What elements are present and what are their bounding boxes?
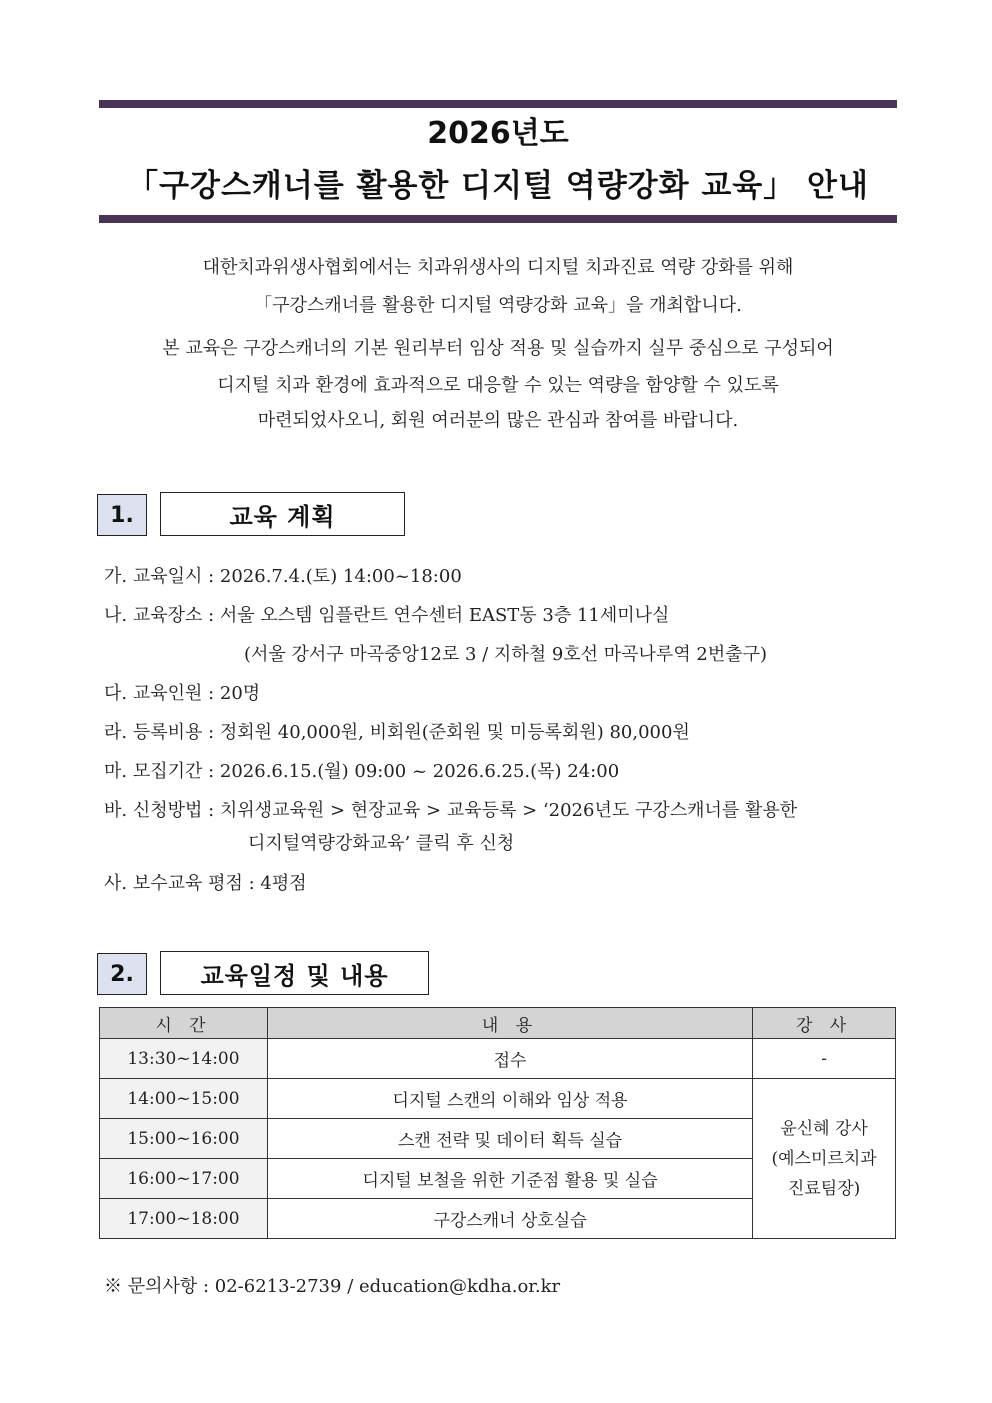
plan-item-label: 가. 교육일시 : bbox=[104, 566, 215, 587]
row-lecturer: - bbox=[753, 1039, 896, 1079]
plan-item-value: 2026.7.4.(토) 14:00~18:00 bbox=[219, 566, 462, 587]
intro-line-3: 본 교육은 구강스캐너의 기본 원리부터 임상 적용 및 실습까지 실무 중심으로 구성되어 bbox=[162, 338, 834, 359]
plan-item-label: 바. 신청방법 : bbox=[104, 800, 215, 821]
row-time: 13:30~14:00 bbox=[100, 1039, 268, 1079]
lecturer-position: 진료팀장) bbox=[787, 1178, 861, 1199]
plan-item-method-cont: 디지털역량강화교육’ 클릭 후 신청 bbox=[248, 833, 515, 854]
lecturer-affiliation: (예스미르치과 bbox=[771, 1148, 877, 1169]
lecturer-cell bbox=[753, 1079, 896, 1239]
plan-item-label: 라. 등록비용 : bbox=[104, 722, 215, 743]
row-time: 14:00~15:00 bbox=[100, 1079, 268, 1119]
plan-item-capacity bbox=[104, 679, 260, 705]
plan-item-venue-address: (서울 강서구 마곡중앙12로 3 / 지하철 9호선 마곡나루역 2번출구) bbox=[244, 644, 768, 665]
row-content: 디지털 보철을 위한 기준점 활용 및 실습 bbox=[267, 1159, 752, 1199]
table-header-row bbox=[100, 1008, 896, 1039]
header-content: 내 용 bbox=[267, 1008, 752, 1039]
plan-item-value: 4평점 bbox=[260, 873, 307, 894]
row-content: 디지털 스캔의 이해와 임상 적용 bbox=[267, 1079, 752, 1119]
plan-item-value: 서울 오스템 임플란트 연수센터 EAST동 3층 11세미나실 bbox=[219, 605, 670, 626]
row-time: 16:00~17:00 bbox=[100, 1159, 268, 1199]
row-time: 15:00~16:00 bbox=[100, 1119, 268, 1159]
header-time: 시 간 bbox=[100, 1008, 268, 1039]
plan-item-date bbox=[104, 562, 462, 588]
header-lecturer: 강 사 bbox=[753, 1008, 896, 1039]
table-row bbox=[100, 1079, 896, 1119]
table-row bbox=[100, 1039, 896, 1079]
row-time: 17:00~18:00 bbox=[100, 1199, 268, 1239]
plan-item-value: 정회원 40,000원, 비회원(준회원 및 미등록회원) 80,000원 bbox=[219, 722, 690, 743]
plan-item-value: 치위생교육원 > 현장교육 > 교육등록 > ‘2026년도 구강스캐너를 활용한 bbox=[219, 800, 798, 821]
contact-info: ※ 문의사항 : 02-6213-2739 / education@kdha.or.kr bbox=[104, 1276, 561, 1297]
schedule-table bbox=[99, 1007, 896, 1239]
row-content: 구강스캐너 상호실습 bbox=[267, 1199, 752, 1239]
plan-item-label: 다. 교육인원 : bbox=[104, 683, 215, 704]
plan-item-credit bbox=[104, 869, 307, 895]
intro-line-2: 「구강스캐너를 활용한 디지털 역량강화 교육」을 개최합니다. bbox=[254, 295, 742, 316]
section-1-number: 1. bbox=[97, 494, 147, 536]
section-2-title: 교육일정 및 내용 bbox=[160, 951, 429, 995]
intro-line-4: 디지털 치과 환경에 효과적으로 대응할 수 있는 역량을 함양할 수 있도록 bbox=[217, 375, 779, 396]
top-divider bbox=[99, 100, 897, 108]
plan-item-value: 2026.6.15.(월) 09:00 ~ 2026.6.25.(목) 24:00 bbox=[219, 761, 620, 782]
plan-item-value: 20명 bbox=[219, 683, 261, 704]
intro-line-5: 마련되었사오니, 회원 여러분의 많은 관심과 참여를 바랍니다. bbox=[257, 410, 739, 431]
row-content: 스캔 전략 및 데이터 획득 실습 bbox=[267, 1119, 752, 1159]
bottom-divider bbox=[99, 215, 897, 223]
plan-item-venue bbox=[104, 601, 669, 627]
section-2-number: 2. bbox=[97, 953, 147, 995]
intro-line-1: 대한치과위생사협회에서는 치과위생사의 디지털 치과진료 역량 강화를 위해 bbox=[202, 257, 794, 278]
row-content: 접수 bbox=[267, 1039, 752, 1079]
year-title: 2026년도 bbox=[427, 116, 569, 151]
plan-item-label: 사. 보수교육 평점 : bbox=[104, 873, 255, 894]
plan-item-label: 나. 교육장소 : bbox=[104, 605, 215, 626]
section-1-title: 교육 계획 bbox=[160, 492, 405, 536]
main-title: 「구강스캐너를 활용한 디지털 역량강화 교육」 안내 bbox=[127, 168, 869, 204]
plan-item-fee bbox=[104, 718, 690, 744]
lecturer-name: 윤신혜 강사 bbox=[780, 1118, 868, 1139]
plan-item-label: 마. 모집기간 : bbox=[104, 761, 215, 782]
plan-item-method bbox=[104, 796, 797, 822]
plan-item-period bbox=[104, 757, 619, 783]
